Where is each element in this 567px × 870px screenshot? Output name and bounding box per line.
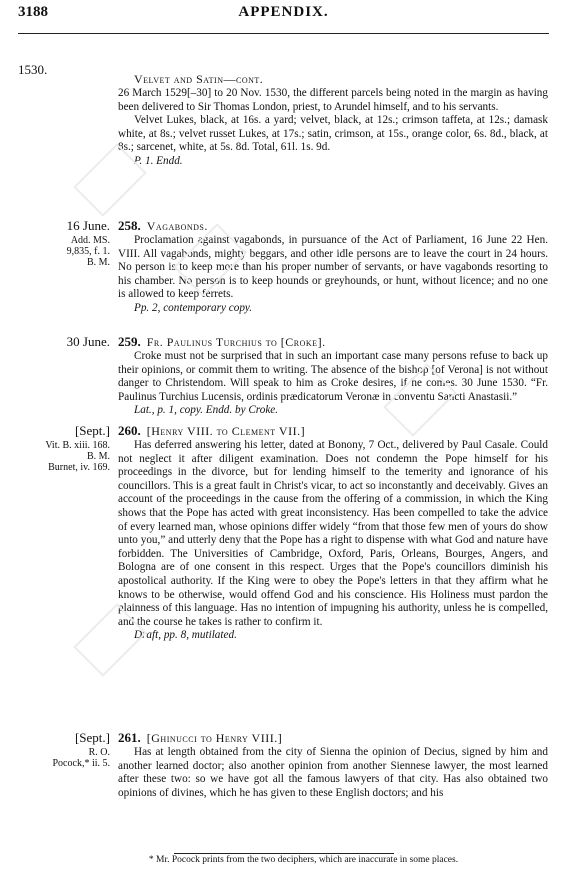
entry-title: [Ghinucci to Henry VIII.] xyxy=(146,731,283,745)
entry-date: [Sept.] xyxy=(74,730,110,745)
entry-note: Pp. 2, contemporary copy. xyxy=(134,301,253,314)
entry-heading xyxy=(118,334,548,350)
entry-text: Proclamation against vagabonds, in pursuance of the Act of Parliament, 16 June 22 Hen. VIII. All vagabonds, mighty beggars, and other idle persons are to leave the court in 24 hours. No person is to keep more than his proper number of servants, or have vagabonds resorting to his chamber. No person is to keep hounds or greyhounds, or hunt, without licence; and no one is allowed to keep ferrets. xyxy=(118,234,548,301)
entry-title-text: Velvet and Satin—cont. xyxy=(134,72,264,86)
entry-continued xyxy=(118,72,548,169)
margin-year xyxy=(18,62,88,79)
entry-date: 30 June. xyxy=(66,334,110,349)
entry-ref: Pocock,* ii. 5. xyxy=(52,758,110,769)
entry-261 xyxy=(118,730,548,800)
entry-ref: Vit. B. xiii. 168. xyxy=(45,440,110,451)
page-number: 3188 xyxy=(18,4,48,20)
entry-ref: B. M. xyxy=(86,257,110,268)
entry-ref: Add. MS. xyxy=(70,235,110,246)
entry-date: 16 June. xyxy=(66,218,110,233)
entry-title: Fr. Paulinus Turchius to [Croke]. xyxy=(146,335,326,349)
entry-number: 261. xyxy=(118,730,141,745)
entry-title: Vagabonds. xyxy=(146,219,208,233)
page-header xyxy=(18,4,549,34)
entry-note: Draft, pp. 8, mutilated. xyxy=(134,629,237,642)
margin-year-text: 1530. xyxy=(18,62,48,77)
entry-ref: B. M. xyxy=(86,451,110,462)
running-head: APPENDIX. xyxy=(238,4,329,20)
header-rule xyxy=(18,33,549,34)
entry-margin xyxy=(18,423,110,473)
entry-ref: 9,835, f. 1. xyxy=(66,246,110,257)
entry-paragraph: Velvet Lukes, black, at 16s. a yard; velvet, black, at 12s.; crimson taffeta, at 12s.; damask white, at 8s.; velvet russet Lukes, at 17s.; satin, crimson, at 15s., orange color, 6s. 8d., black, at 8s.; sarcenet, white, at 5s. 8d. Total, 61l. 1s. 9d. xyxy=(118,114,548,154)
entry-margin xyxy=(18,730,110,769)
entry-heading xyxy=(118,730,548,746)
entry-text: Croke must not be surprised that in such an important case many persons refuse to back up their opinions, or commit them to writing. The absence of the bishop [of Verona] is not without danger to Christendom. Will speak to him as Croke desires, if he comes. 30 June 1530. “Fr. Paulinus Turchius Lucensis, ordinis prædicatorum Veronæ in conventu Sancti Anastasii.” xyxy=(118,350,548,403)
entry-ref: R. O. xyxy=(88,747,110,758)
entry-number: 258. xyxy=(118,218,141,233)
entry-number: 260. xyxy=(118,423,141,438)
entry-margin xyxy=(18,218,110,268)
entry-258 xyxy=(118,218,548,316)
entry-date: [Sept.] xyxy=(74,423,110,438)
entry-heading xyxy=(118,218,548,234)
entry-title xyxy=(118,72,548,87)
footnote-rule xyxy=(174,853,394,854)
entry-title: [Henry VIII. to Clement VII.] xyxy=(146,424,306,438)
entry-paragraph: 26 March 1529[–30] to 20 Nov. 1530, the different parcels being noted in the margin as having been delivered to Sir Thomas London, priest, to Arundel himself, and to his servants. xyxy=(118,87,548,113)
entry-note: P. 1. Endd. xyxy=(134,154,183,167)
entry-number: 259. xyxy=(118,334,141,349)
entry-ref: Burnet, iv. 169. xyxy=(48,462,110,473)
entry-259 xyxy=(118,334,548,418)
footnote: * Mr. Pocock prints from the two deciphers, which are inaccurate in some places. xyxy=(148,855,459,865)
entry-note: Lat., p. 1, copy. Endd. by Croke. xyxy=(134,404,279,417)
entry-text: Has deferred answering his letter, dated at Bonony, 7 Oct., delivered by Paul Casale. Could not neglect it after diligent examination. Does not condemn the Pope himself for his proceedings in the divorce, but for lending himself to the temerity and ignorance of his councillors. This is a great fault in Christ's vicar, to act so inconstantly and deceivably. Gives an account of the proceedings in the cause from the offering of a commission, in which the King shows that the Pope has acted with great inconsistency. Has been compelled to take the advice of every learned man, whose opinions differ widely “from that those few men of yours do show unto you,” and utterly deny that the Pope has a right to dispense with what God and nature have forbidden. The Universities of Cambridge, Oxford, Paris, Orleans, Bourges, Angers, and Bologna are of one consent in this respect. Urges that the Pope's councillors diminish his apostolical authority. If the King were to obey the Pope's letters in that they affirm what he knows to be otherwise, would offend God and his conscience. His Holiness must pardon the plainness of this language. Has no intention of impugning his authority, unless he is compelled, and the course he takes is rather to confirm it. xyxy=(118,439,548,628)
entry-text: Has at length obtained from the city of Sienna the opinion of Decius, signed by him and another learned doctor; also another opinion from another Siennese lawyer, the most learned after these two: so we have got all the famous lawyers of that city. Has also obtained two opinions of divines, which he has given to these English doctors; and his xyxy=(118,746,548,799)
entry-margin xyxy=(18,334,110,351)
entry-heading xyxy=(118,423,548,439)
entry-260 xyxy=(118,423,548,643)
